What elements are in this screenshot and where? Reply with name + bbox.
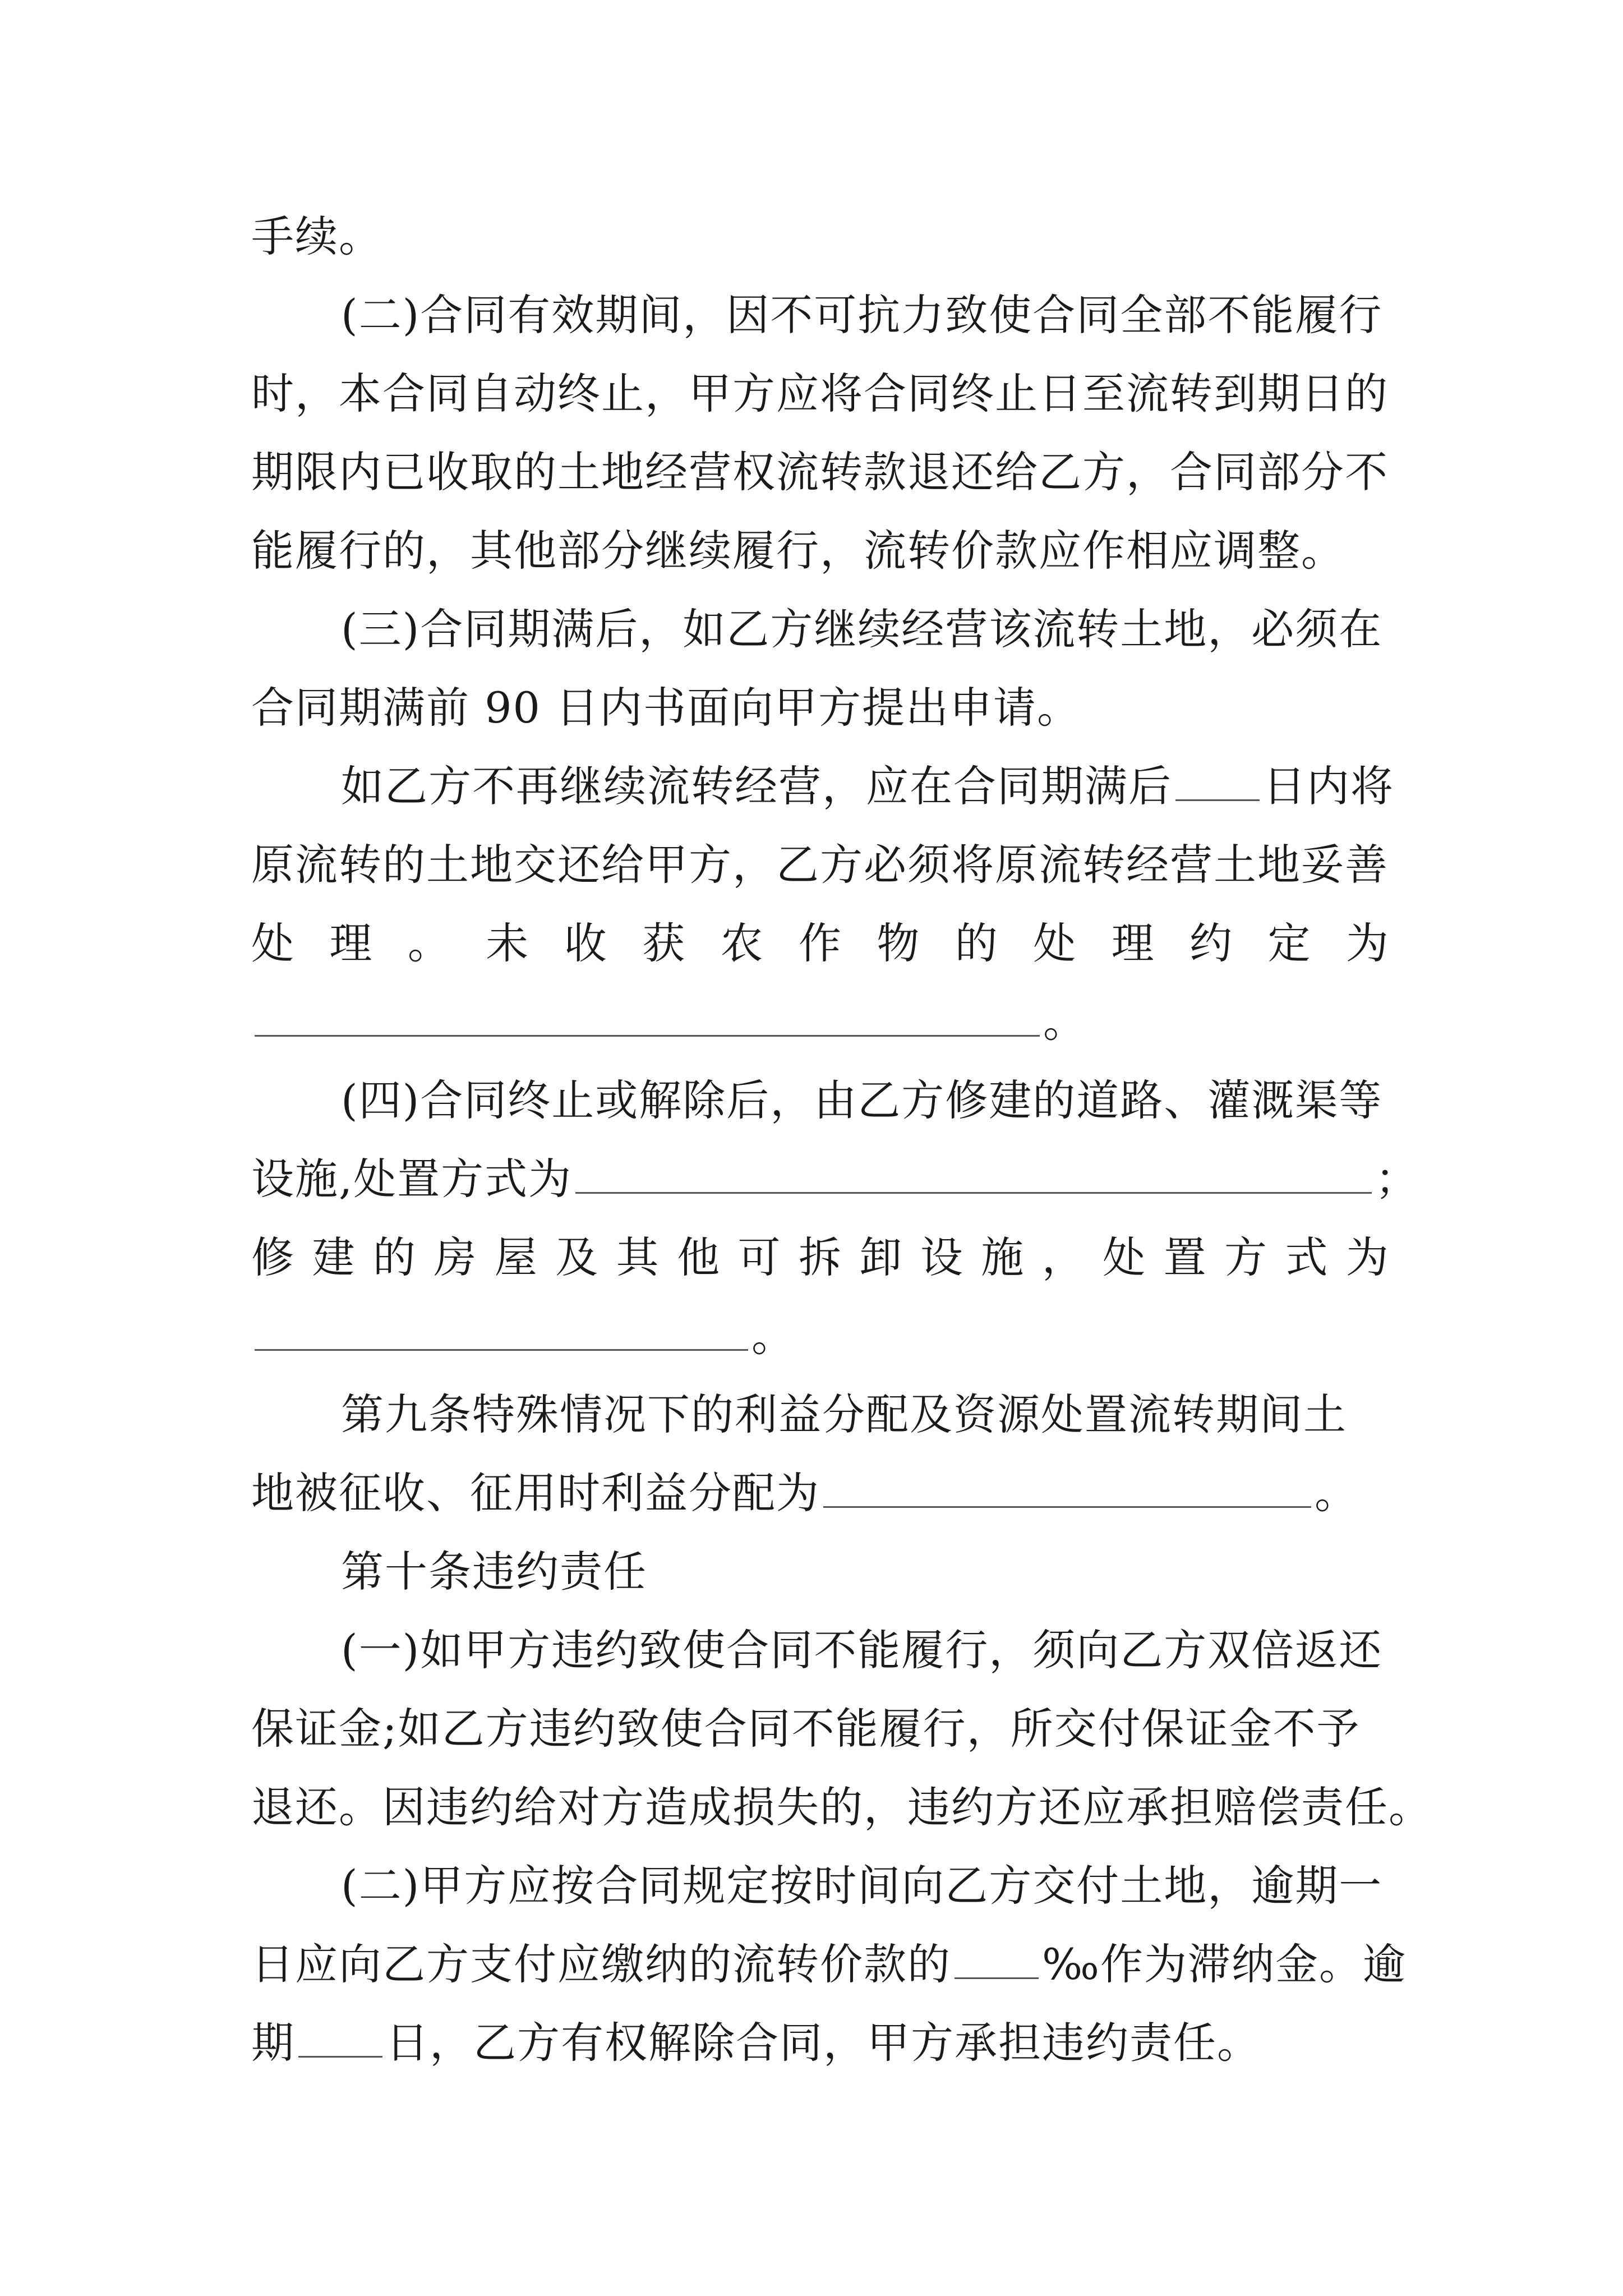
text-line [251, 366, 1390, 422]
char: 的 [372, 1232, 417, 1282]
text-line [251, 837, 1390, 893]
text: ‰作为滞纳金。逾 [1042, 1939, 1407, 1989]
char: 屋 [494, 1232, 538, 1282]
text-line [341, 1622, 1390, 1678]
text: ； [1375, 1154, 1419, 1204]
text: 设施,处置方式为 [251, 1154, 573, 1204]
text-line [251, 1465, 1390, 1521]
text: 第九条特殊情况下的利益分配及资源处置流转期间土 [341, 1389, 1347, 1439]
char: 房 [434, 1232, 478, 1282]
text: 保证金;如乙方违约致使合同不能履行，所交付保证金不予 [251, 1704, 1361, 1754]
text-line [251, 680, 1390, 736]
text: 手续。 [251, 211, 382, 261]
fill-blank[interactable] [955, 1940, 1039, 1979]
char: 拆 [798, 1232, 842, 1282]
char: 处 [251, 918, 295, 968]
char: 获 [642, 918, 686, 968]
text-line [251, 523, 1390, 579]
text: 。 [1043, 997, 1087, 1047]
text: (二)合同有效期间，因不可抗力致使合同全部不能履行 [341, 290, 1383, 340]
text-line [251, 444, 1390, 500]
text: 第十条违约责任 [341, 1547, 647, 1596]
section-heading [341, 1544, 1390, 1600]
char: 卸 [859, 1232, 903, 1282]
text: (一)如甲方违约致使合同不能履行，须向乙方双倍返还 [341, 1625, 1383, 1675]
char: 置 [1163, 1232, 1207, 1282]
text: 。 [751, 1311, 795, 1361]
char: 的 [955, 918, 999, 968]
char: 收 [564, 918, 608, 968]
char: 施 [981, 1232, 1025, 1282]
text-line [341, 1387, 1390, 1443]
text-line [251, 1936, 1407, 1993]
text-line [341, 601, 1390, 657]
fill-blank[interactable] [255, 998, 1040, 1037]
char: 建 [312, 1232, 356, 1282]
text: 日内将 [1263, 761, 1394, 811]
char: 方 [1224, 1232, 1268, 1282]
char: 约 [1189, 918, 1234, 968]
char: 为 [1345, 1232, 1390, 1282]
text: (四)合同终止或解除后，由乙方修建的道路、灌溉渠等 [341, 1075, 1383, 1125]
fill-blank[interactable] [823, 1469, 1311, 1508]
text-line [251, 1151, 1419, 1207]
text: 时，本合同自动终止，甲方应将合同终止日至流转到期日的 [251, 369, 1389, 418]
char: 理 [329, 918, 374, 968]
char: 式 [1285, 1232, 1329, 1282]
text-line [251, 1230, 1390, 1286]
text: (三)合同期满后，如乙方继续经营该流转土地，必须在 [341, 604, 1383, 654]
text: 原流转的土地交还给甲方，乙方必须将原流转经营土地妥善 [251, 840, 1389, 890]
char: 可 [737, 1232, 782, 1282]
text-line [251, 1779, 1432, 1835]
fill-blank[interactable] [1175, 762, 1260, 801]
text: 退还。因违约给对方造成损失的，违约方还应承担赔偿责任。 [251, 1782, 1432, 1832]
char: 处 [1033, 918, 1077, 968]
char: 物 [877, 918, 921, 968]
text-line [341, 1073, 1390, 1129]
fill-blank[interactable] [255, 1312, 748, 1351]
char: 处 [1103, 1232, 1147, 1282]
text-line [341, 287, 1390, 343]
char: 农 [720, 918, 764, 968]
char: ， [1041, 1232, 1086, 1282]
text: 。 [1315, 1468, 1358, 1518]
text: (二)甲方应按合同规定按时间向乙方交付土地，逾期一 [341, 1861, 1383, 1911]
text: 日应向乙方支付应缴纳的流转价款的 [251, 1939, 951, 1989]
text-line [251, 2015, 1390, 2071]
char: 未 [486, 918, 530, 968]
text: 日，乙方有权解除合同，甲方承担违约责任。 [386, 2018, 1261, 2068]
text: 能履行的，其他部分继续履行，流转价款应作相应调整。 [251, 526, 1345, 576]
text: 地被征收、征用时利益分配为 [251, 1468, 820, 1518]
text-line [251, 915, 1390, 972]
char: 。 [407, 918, 451, 968]
text-line [341, 758, 1394, 815]
fill-blank[interactable] [575, 1155, 1372, 1194]
text: 如乙方不再继续流转经营，应在合同期满后 [341, 761, 1172, 811]
text: 合同期满前 90 日内书面向甲方提出申请。 [251, 683, 1081, 733]
text: 期 [251, 2018, 295, 2068]
text-line [341, 1858, 1390, 1914]
char: 修 [251, 1232, 295, 1282]
char: 设 [920, 1232, 964, 1282]
char: 理 [1111, 918, 1155, 968]
char: 他 [677, 1232, 721, 1282]
char: 作 [798, 918, 842, 968]
char: 及 [555, 1232, 600, 1282]
text-line [251, 1701, 1390, 1757]
char: 定 [1267, 918, 1312, 968]
text: 期限内已收取的土地经营权流转款退还给乙方，合同部分不 [251, 447, 1389, 497]
text-line [251, 1308, 1390, 1364]
fill-blank[interactable] [298, 2019, 382, 2058]
char: 为 [1345, 918, 1390, 968]
text-line [251, 209, 1390, 265]
char: 其 [616, 1232, 660, 1282]
text-line [251, 994, 1390, 1050]
